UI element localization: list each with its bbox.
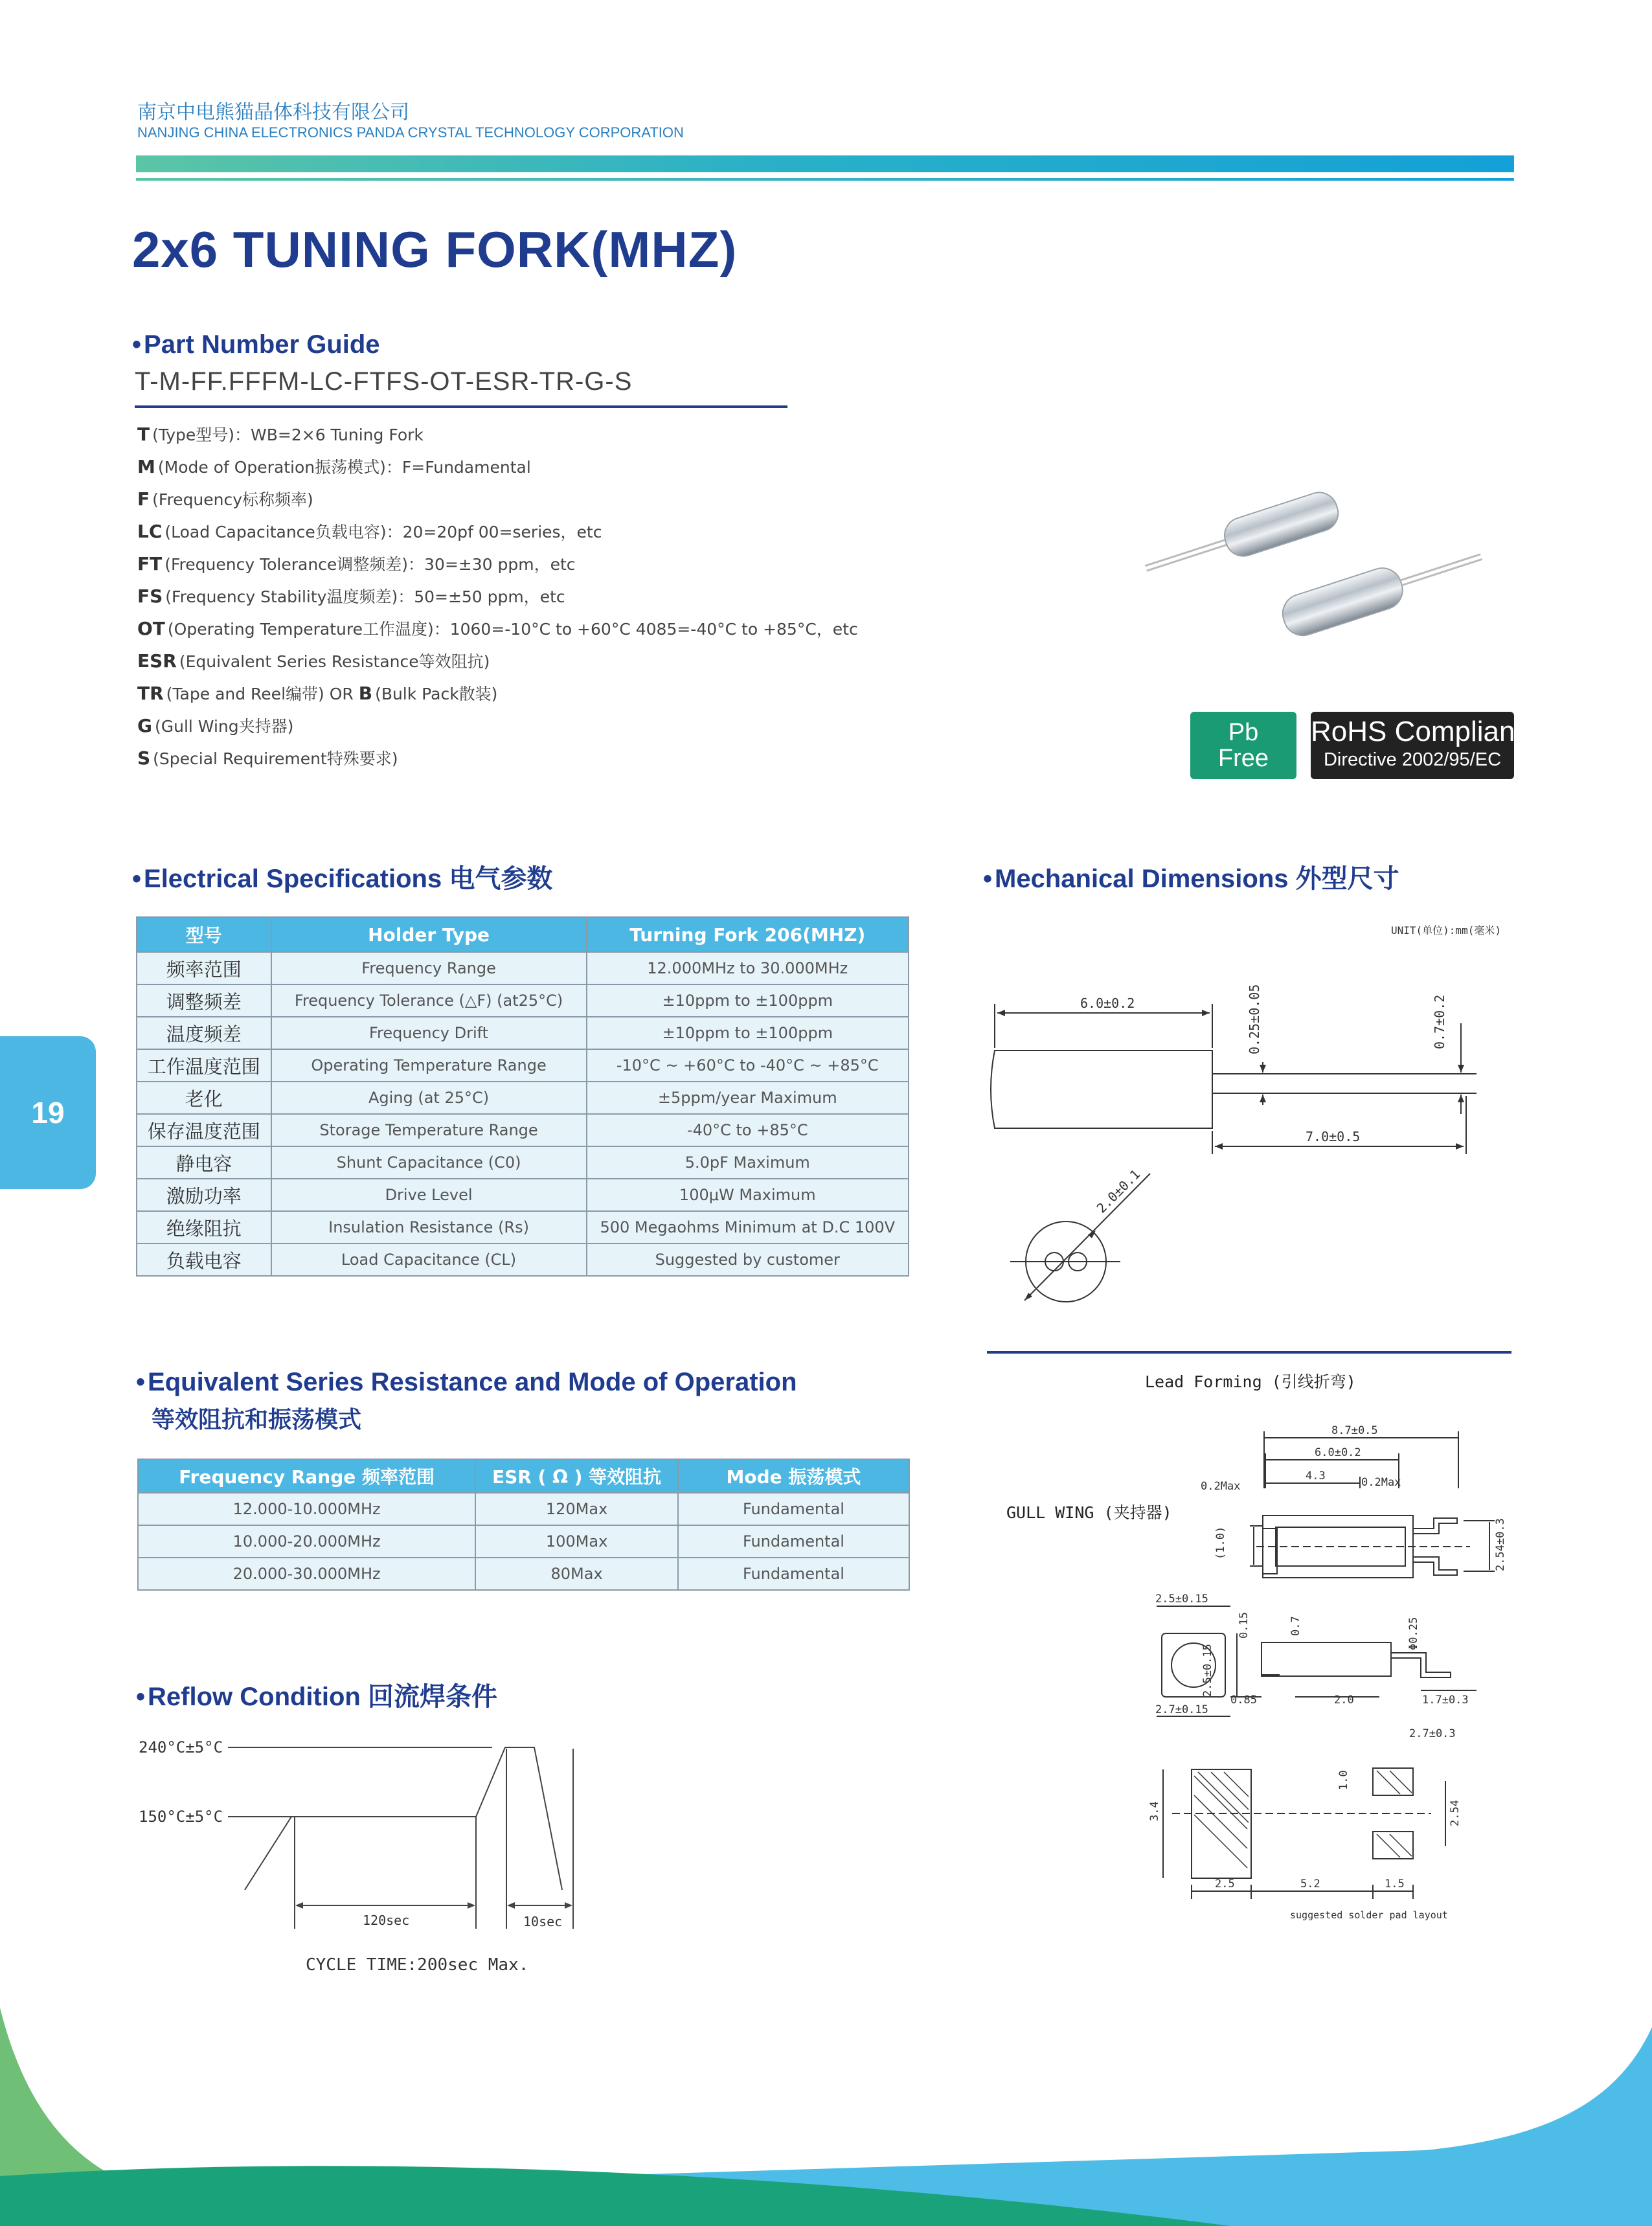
table-cell: Frequency Drift xyxy=(271,1017,587,1049)
table-header-row xyxy=(138,1459,909,1493)
guide-item-packaging: TR (Tape and Reel编带) OR B (Bulk Pack散装) xyxy=(137,683,498,704)
lead-forming-title: Lead Forming (引线折弯) xyxy=(1145,1372,1356,1391)
header-gradient-bar xyxy=(136,155,1514,172)
table-header-cell: Frequency Range 频率范围 xyxy=(138,1459,475,1493)
footer-waves xyxy=(0,1982,1652,2226)
guide-item-mode: M (Mode of Operation振荡模式)：F=Fundamental xyxy=(137,456,531,477)
gw-dim-43: 4.3 xyxy=(1306,1470,1326,1482)
part-number-code: T-M-FF.FFFM-LC-FTFS-OT-ESR-TR-G-S xyxy=(135,367,633,396)
table-row xyxy=(138,1525,909,1558)
table-cell: Storage Temperature Range xyxy=(271,1114,587,1146)
gw-dim-25-width: 2.5±0.15 xyxy=(1155,1593,1208,1606)
table-cell: Drive Level xyxy=(271,1179,587,1211)
reflow-heading: • Reflow Condition 回流焊条件 xyxy=(136,1683,497,1711)
table-row xyxy=(137,1179,909,1211)
part-number-rule xyxy=(135,405,787,408)
gw-dim-25-height: 2.5±0.15 xyxy=(1201,1644,1214,1697)
pb-badge-line1: Pb xyxy=(1228,719,1259,746)
table-header-cell: Holder Type xyxy=(271,917,587,952)
dim-lead-length: 7.0±0.5 xyxy=(1306,1129,1361,1144)
table-row xyxy=(137,1017,909,1049)
gw-dim-07: 0.7 xyxy=(1289,1616,1302,1636)
table-cell: 12.000-10.000MHz xyxy=(138,1493,475,1525)
table-row xyxy=(137,1049,909,1082)
table-cell: 负载电容 xyxy=(137,1244,271,1276)
table-cell: 频率范围 xyxy=(137,952,271,984)
pad-dim-254: 2.54 xyxy=(1449,1800,1462,1826)
table-row xyxy=(137,1082,909,1114)
guide-item-frequency: F (Frequency标称频率) xyxy=(137,488,313,510)
gw-dim-17: 1.7±0.3 xyxy=(1422,1694,1469,1707)
table-cell: ±10ppm to ±100ppm xyxy=(587,984,909,1017)
header-rule xyxy=(136,178,1514,181)
pad-dim-15: 1.5 xyxy=(1385,1878,1405,1891)
company-name-cn: 南京中电熊猫晶体科技有限公司 xyxy=(137,101,409,124)
pad-dim-34: 3.4 xyxy=(1148,1801,1161,1821)
page-title: 2x6 TUNING FORK(MHZ) xyxy=(132,221,738,278)
product-photo xyxy=(1127,479,1489,661)
table-row xyxy=(137,952,909,984)
mechanical-divider xyxy=(987,1351,1511,1354)
esr-heading-cn: 等效阻抗和振荡模式 xyxy=(152,1407,362,1433)
gw-dim-20: 2.0 xyxy=(1334,1694,1354,1707)
unit-label: UNIT(单位):mm(毫米) xyxy=(1391,924,1501,937)
rohs-badge xyxy=(1311,712,1523,779)
pad-caption: suggested solder pad layout xyxy=(1290,1909,1448,1921)
table-cell: 20.000-30.000MHz xyxy=(138,1558,475,1590)
pad-dim-52: 5.2 xyxy=(1300,1878,1320,1891)
guide-item-load-capacitance: LC (Load Capacitance负载电容)：20=20pf 00=series，etc xyxy=(137,521,602,542)
mechanical-heading: • Mechanical Dimensions 外型尺寸 xyxy=(983,865,1399,893)
crystal-body xyxy=(991,1051,1212,1128)
dim-length: 6.0±0.2 xyxy=(1080,995,1135,1011)
pad-dim-10: 1.0 xyxy=(1337,1770,1350,1790)
duration-10-label: 10sec xyxy=(523,1914,563,1929)
gw-dim-02-left: 0.2Max xyxy=(1201,1480,1241,1493)
gull-wing-drawing xyxy=(1101,1418,1515,1924)
company-name-en: NANJING CHINA ELECTRONICS PANDA CRYSTAL TECHNOLOGY CORPORATION xyxy=(137,124,684,141)
table-cell: Aging (at 25°C) xyxy=(271,1082,587,1114)
table-row xyxy=(138,1558,909,1590)
guide-item-operating-temp: OT (Operating Temperature工作温度)：1060=-10°C to +60°C 4085=-40°C to +85°C，etc xyxy=(137,618,858,639)
table-cell: Frequency Tolerance (△F) (at25°C) xyxy=(271,984,587,1017)
table-cell: Fundamental xyxy=(678,1525,909,1558)
duration-120-label: 120sec xyxy=(363,1913,410,1928)
temp-150-label: 150°C±5°C xyxy=(139,1808,223,1826)
table-cell: -10°C ~ +60°C to -40°C ~ +85°C xyxy=(587,1049,909,1082)
guide-item-type: T (Type型号)：WB=2×6 Tuning Fork xyxy=(137,424,424,445)
table-cell: 100μW Maximum xyxy=(587,1179,909,1211)
gw-dim-60: 6.0±0.2 xyxy=(1315,1446,1361,1459)
dim-diameter: 2.0±0.1 xyxy=(1093,1166,1144,1216)
table-cell: 500 Megaohms Minimum at D.C 100V xyxy=(587,1211,909,1244)
table-cell: 调整频差 xyxy=(137,984,271,1017)
table-cell: ±10ppm to ±100ppm xyxy=(587,1017,909,1049)
electrical-spec-table xyxy=(136,916,909,1277)
table-cell: Operating Temperature Range xyxy=(271,1049,587,1082)
table-cell: 12.000MHz to 30.000MHz xyxy=(587,952,909,984)
table-cell: 激励功率 xyxy=(137,1179,271,1211)
guide-item-gull-wing: G (Gull Wing夹持器) xyxy=(137,715,294,736)
gw-dim-085: 0.85 xyxy=(1230,1694,1257,1707)
temp-240-label: 240°C±5°C xyxy=(139,1738,223,1756)
cycle-time-label: CYCLE TIME:200sec Max. xyxy=(306,1955,529,1975)
gw-dim-015: 0.15 xyxy=(1238,1612,1250,1639)
esr-table xyxy=(137,1459,910,1591)
crystal-dimension-drawing xyxy=(984,971,1515,1321)
esr-heading: • Equivalent Series Resistance and Mode of Operation xyxy=(136,1368,797,1396)
table-cell: Load Capacitance (CL) xyxy=(271,1244,587,1276)
gw-dim-02-right: 0.2Max xyxy=(1361,1476,1401,1489)
guide-item-esr: ESR (Equivalent Series Resistance等效阻抗) xyxy=(137,650,490,672)
table-cell: 5.0pF Maximum xyxy=(587,1146,909,1179)
pb-badge-line2: Free xyxy=(1217,745,1269,772)
gw-dim-10: (1.0) xyxy=(1214,1526,1227,1560)
crystal-2 xyxy=(1278,537,1488,641)
dim-lead-pitch: 0.7±0.2 xyxy=(1432,994,1447,1049)
table-row xyxy=(137,1244,909,1276)
pad-dim-25: 2.5 xyxy=(1215,1878,1235,1891)
rohs-badge-line2: Directive 2002/95/EC xyxy=(1323,749,1502,770)
electrical-heading: • Electrical Specifications 电气参数 xyxy=(132,865,553,893)
table-header-row xyxy=(137,917,909,952)
table-cell: -40°C to +85°C xyxy=(587,1114,909,1146)
reflow-profile-diagram xyxy=(130,1723,648,1982)
table-cell: 静电容 xyxy=(137,1146,271,1179)
table-header-cell: Turning Fork 206(MHZ) xyxy=(587,917,909,952)
table-cell: 80Max xyxy=(475,1558,678,1590)
rohs-badge-line1: RoHS Compliant xyxy=(1311,716,1523,747)
table-row xyxy=(138,1493,909,1525)
table-cell: 10.000-20.000MHz xyxy=(138,1525,475,1558)
table-cell: Fundamental xyxy=(678,1558,909,1590)
table-cell: Shunt Capacitance (C0) xyxy=(271,1146,587,1179)
pb-free-badge xyxy=(1190,712,1296,779)
gw-dim-87: 8.7±0.5 xyxy=(1331,1424,1378,1437)
table-cell: ±5ppm/year Maximum xyxy=(587,1082,909,1114)
table-cell: Insulation Resistance (Rs) xyxy=(271,1211,587,1244)
table-row xyxy=(137,1146,909,1179)
table-cell: Fundamental xyxy=(678,1493,909,1525)
guide-item-stability: FS (Frequency Stability温度频差)：50=±50 ppm，etc xyxy=(137,585,565,607)
table-cell: Frequency Range xyxy=(271,952,587,984)
gull-wing-label: GULL WING (夹持器) xyxy=(1006,1503,1172,1522)
gw-dim-27: 2.7±0.3 xyxy=(1409,1727,1456,1740)
table-cell: 工作温度范围 xyxy=(137,1049,271,1082)
table-cell: Suggested by customer xyxy=(587,1244,909,1276)
gw-dim-025: Φ0.25 xyxy=(1407,1617,1420,1650)
gw-dim-254: 2.54±0.3 xyxy=(1494,1518,1507,1571)
table-cell: 温度频差 xyxy=(137,1017,271,1049)
table-header-cell: ESR ( Ω ) 等效阻抗 xyxy=(475,1459,678,1493)
table-cell: 保存温度范围 xyxy=(137,1114,271,1146)
table-cell: 绝缘阻抗 xyxy=(137,1211,271,1244)
table-row xyxy=(137,984,909,1017)
guide-item-special: S (Special Requirement特殊要求) xyxy=(137,747,398,769)
table-header-cell: 型号 xyxy=(137,917,271,952)
dim-lead-diameter: 0.25±0.05 xyxy=(1247,984,1262,1054)
table-row xyxy=(137,1211,909,1244)
page-number: 19 xyxy=(31,1096,65,1130)
table-header-cell: Mode 振荡模式 xyxy=(678,1459,909,1493)
table-cell: 120Max xyxy=(475,1493,678,1525)
gw-body-side xyxy=(1262,1642,1391,1676)
table-cell: 100Max xyxy=(475,1525,678,1558)
table-cell: 老化 xyxy=(137,1082,271,1114)
reflow-curve xyxy=(245,1747,562,1890)
gw-dim-27-width: 2.7±0.15 xyxy=(1155,1703,1208,1716)
crystal-1 xyxy=(1140,488,1342,587)
guide-item-tolerance: FT (Frequency Tolerance调整频差)：30=±30 ppm，etc xyxy=(137,553,576,574)
table-row xyxy=(137,1114,909,1146)
part-number-heading: • Part Number Guide xyxy=(132,330,380,359)
